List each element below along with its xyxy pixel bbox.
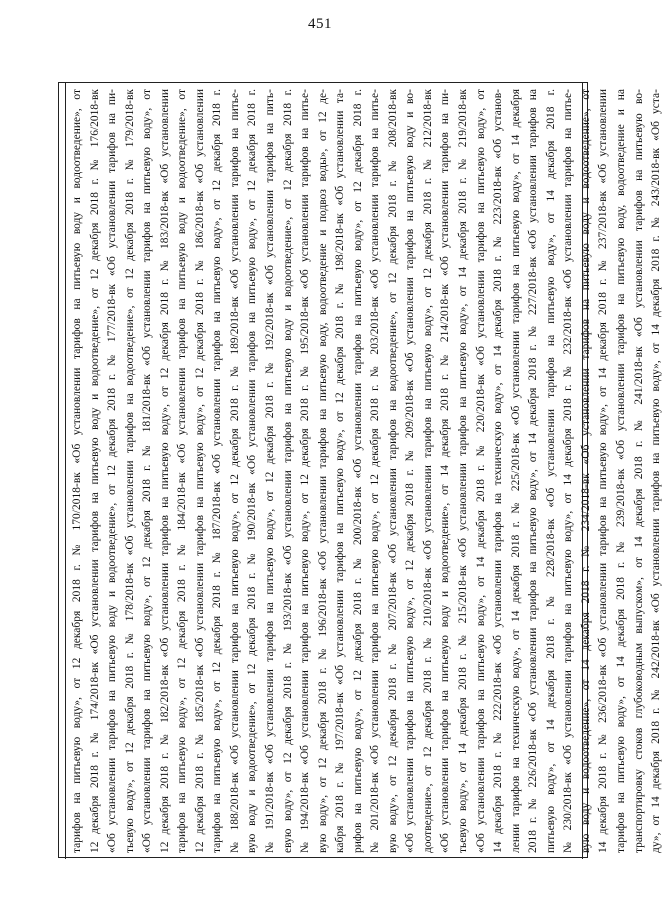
- text-line: № 191/2018-вк «Об установлении тарифов на питьевую воду», от 12 декабря 2018 г. № 192/2018-вк «Об установлении тарифов на пить-: [264, 89, 277, 853]
- text-line: «Об установлении тарифов на питьевую воду», от 14 декабря 2018 г. № 220/2018-вк «Об установлении тарифов на питьевую воду», от: [474, 89, 487, 853]
- text-line: тарифов на питьевую воду», от 12 декабря 2018 г. № 184/2018-вк «Об установлении тарифов на питьевую воду и водоотведение», от: [176, 89, 189, 853]
- text-line: № 194/2018-вк «Об установлении тарифов на питьевую воду», от 12 декабря 2018 г. № 195/2018-вк «Об установлении тарифов на питье-: [299, 89, 312, 853]
- text-line: «Об установлении тарифов на питьевую воду и водоотведение», от 12 декабря 2018 г. № 177/2018-вк «Об установлении тарифов на пи-: [106, 89, 119, 853]
- text-line: вую воду», от 12 декабря 2018 г. № 207/2018-вк «Об установлении тарифов на водоотведение», от 12 декабря 2018 г. № 208/2018-вк: [386, 89, 399, 853]
- table-cell: [58, 82, 663, 858]
- text-line: ду», от 14 декабря 2018 г. № 242/2018-вк «Об установлении тарифов на питьевую воду», от 14 декабря 2018 г. № 243/2018-вк «Об уста-: [650, 89, 663, 853]
- document-text: [69, 89, 663, 853]
- text-line: 12 декабря 2018 г. № 174/2018-вк «Об установлении тарифов на питьевую воду и водоотведение», от 12 декабря 2018 г. № 176/2018-вк: [88, 89, 101, 853]
- text-line: транспортировку стоков глубоководным выпуском», от 14 декабря 2018 г. № 241/2018-вк «Об установлении тарифов на питьевую во-: [632, 89, 645, 853]
- text-line: кабря 2018 г. № 197/2018-вк «Об установлении тарифов на питьевую воду», от 12 декабря 2018 г. № 198/2018-вк «Об установлении та-: [334, 89, 347, 853]
- text-line: лении тарифов на техническую воду», от 14 декабря 2018 г. № 225/2018-вк «Об установлении тарифов на питьевую воду», от 14 декабря: [509, 89, 522, 853]
- text-line: «Об установлении тарифов на питьевую воду», от 12 декабря 2018 г. № 181/2018-вк «Об установлении тарифов на питьевую воду», от: [141, 89, 154, 853]
- text-line: вую воду и водоотведение», от 14 декабря 2018 г. № 234/2018-вк «Об установлении тарифов на питьевую воду и водоотведение», от: [579, 89, 592, 853]
- text-line: «Об установлении тарифов на питьевую воду и водоотведение», от 14 декабря 2018 г. № 214/2018-вк «Об установлении тарифов на пи-: [439, 89, 452, 853]
- text-line: тарифов на питьевую воду», от 12 декабря 2018 г. № 187/2018-вк «Об установлении тарифов на питьевую воду», от 12 декабря 2018 г.: [211, 89, 224, 853]
- text-line: питьевую воду», от 14 декабря 2018 г. № 228/2018-вк «Об установлении тарифов на питьевую воду», от 14 декабря 2018 г.: [544, 89, 557, 853]
- text-line: тарифов на питьевую воду», от 12 декабря 2018 г. № 170/2018-вк «Об установлении тарифов на питьевую воду и водоотведение», от: [71, 89, 83, 853]
- text-line: 14 декабря 2018 г. № 236/2018-вк «Об установлении тарифов на питьевую воду», от 14 декабря 2018 г. № 237/2018-вк «Об установлении: [597, 89, 610, 853]
- text-line: «Об установлении тарифов на питьевую воду», от 12 декабря 2018 г. № 209/2018-вк «Об установлении тарифов на питьевую воду и во-: [404, 89, 417, 853]
- text-line: 14 декабря 2018 г. № 222/2018-вк «Об установлении тарифов на техническую воду», от 14 декабря 2018 г. № 223/2018-вк «Об установ-: [492, 89, 505, 853]
- text-line: 2018 г. № 226/2018-вк «Об установлении тарифов на питьевую воду», от 14 декабря 2018 г. № 227/2018-вк «Об установлении тарифов на: [527, 89, 540, 853]
- page-number: 451: [308, 16, 332, 32]
- text-line: тьевую воду», от 12 декабря 2018 г. № 178/2018-вк «Об установлении тарифов на водоотведение», от 12 декабря 2018 г. № 179/2018-вк: [123, 89, 136, 853]
- text-line: тарифов на питьевую воду», от 14 декабря 2018 г. № 239/2018-вк «Об установлении тарифов на питьевую воду, водоотведение и на: [614, 89, 627, 853]
- text-line: № 201/2018-вк «Об установлении тарифов на питьевую воду», от 12 декабря 2018 г. № 203/2018-вк «Об установлении тарифов на питье-: [369, 89, 382, 853]
- text-line: доотведение», от 12 декабря 2018 г. № 210/2018-вк «Об установлении тарифов на питьевую воду», от 12 декабря 2018 г. № 212/2018-вк: [421, 89, 434, 853]
- text-line: № 230/2018-вк «Об установлении тарифов на питьевую воду», от 14 декабря 2018 г. № 232/2018-вк «Об установлении тарифов на питье-: [562, 89, 575, 853]
- text-line: № 188/2018-вк «Об установлении тарифов на питьевую воду», от 12 декабря 2018 г. № 189/2018-вк «Об установлении тарифов на питье-: [228, 89, 241, 853]
- text-line: рифов на питьевую воду», от 12 декабря 2018 г. № 200/2018-вк «Об установлении тарифов на питьевую воду», от 12 декабря 2018 г.: [351, 89, 364, 853]
- text-line: 12 декабря 2018 г. № 182/2018-вк «Об установлении тарифов на питьевую воду», от 12 декабря 2018 г. № 183/2018-вк «Об установлении: [158, 89, 171, 853]
- text-line: вую воду и водоотведение», от 12 декабря 2018 г. № 190/2018-вк «Об установлении тарифов на питьевую воду», от 12 декабря 2018 г.: [246, 89, 259, 853]
- table-rule-top: [59, 83, 66, 859]
- rotated-content: [59, 83, 663, 859]
- text-line: тьевую воду», от 14 декабря 2018 г. № 215/2018-вк «Об установлении тарифов на питьевую воду», от 14 декабря 2018 г. № 219/2018-вк: [457, 89, 470, 853]
- text-line: евую воду», от 12 декабря 2018 г. № 193/2018-вк «Об установлении тарифов на питьевую воду и водоотведение», от 12 декабря 2018 г.: [281, 89, 294, 853]
- text-line: 12 декабря 2018 г. № 185/2018-вк «Об установлении тарифов на питьевую воду», от 12 декабря 2018 г. № 186/2018-вк «Об установлении: [193, 89, 206, 853]
- text-line: вую воду», от 12 декабря 2018 г. № 196/2018-вк «Об установлении тарифов на питьевую воду, водоотведение и подвоз воды», от 12 де-: [316, 89, 329, 853]
